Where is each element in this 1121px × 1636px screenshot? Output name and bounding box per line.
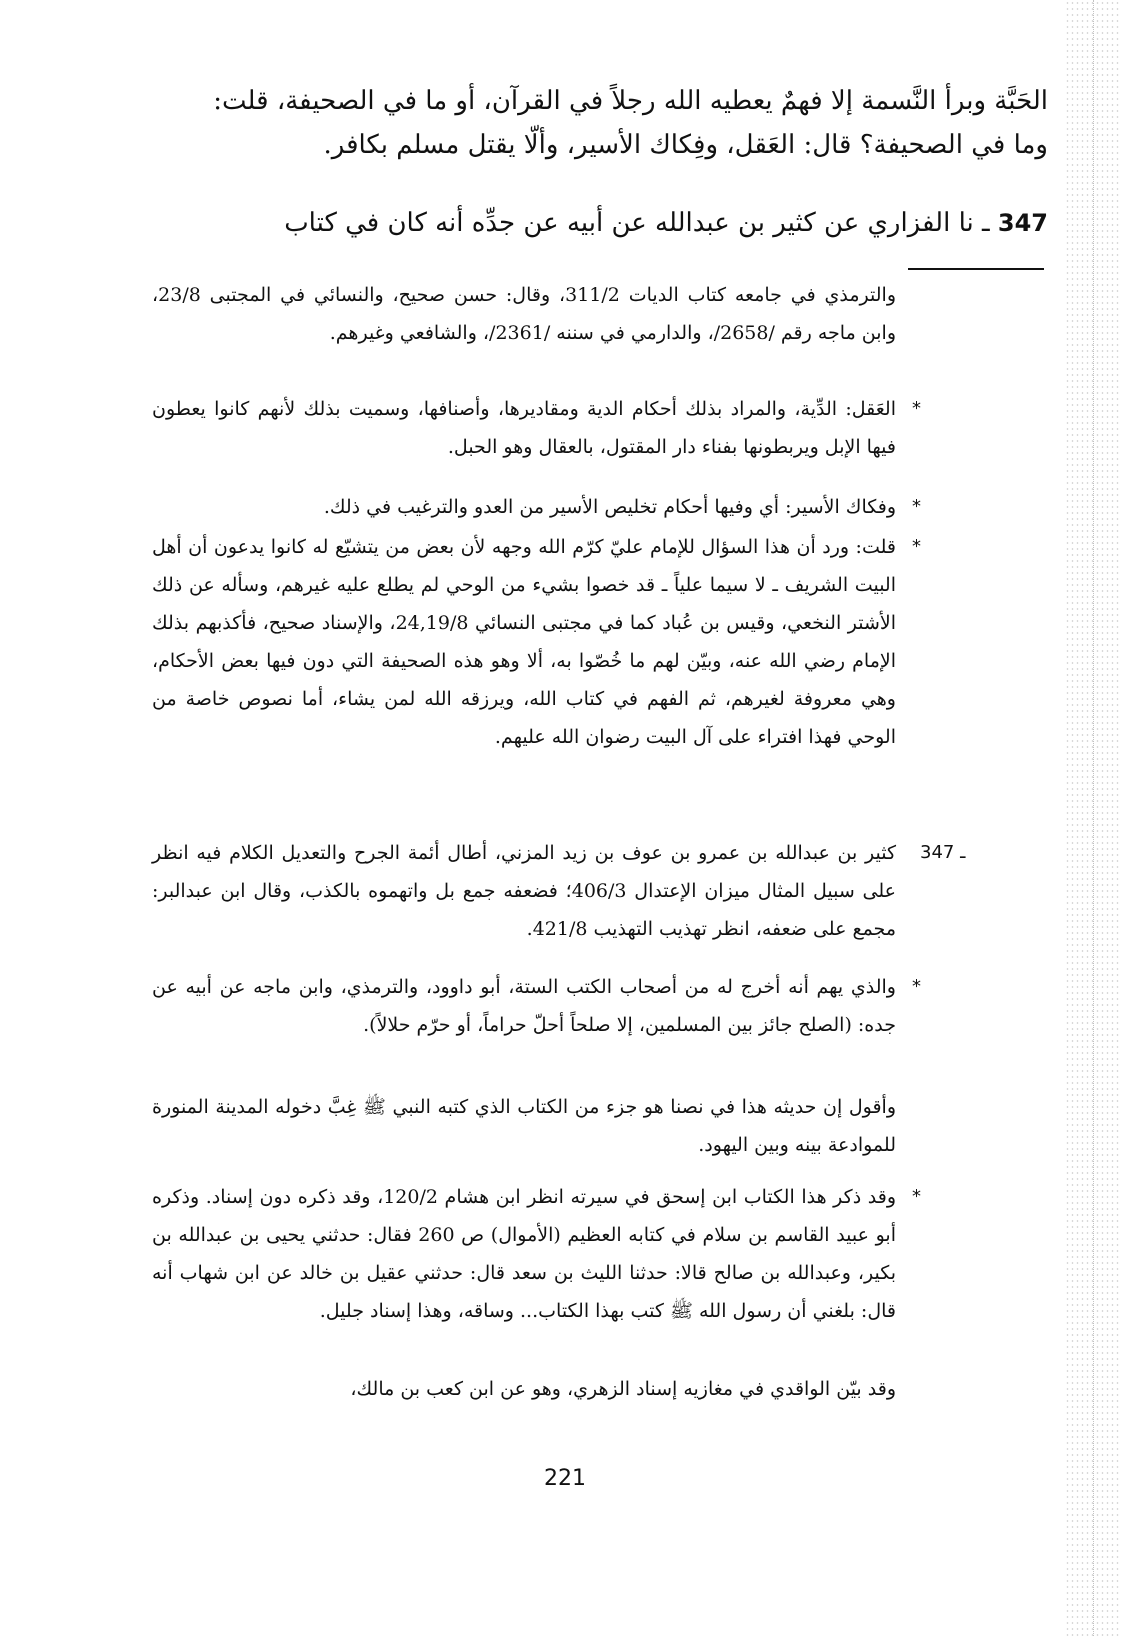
scan-edge-line <box>1093 0 1097 1636</box>
footnote-paragraph-2: العَقل: الدِّية، والمراد بذلك أحكام الدية ومقاديرها، وأصنافها، وسميت بذلك لأنهم كانوا يعطون فيها الإبل ويربطونها بفناء دار المقتول، بالعقال وهو الحبل. <box>152 398 896 458</box>
footnote-paragraph-7: وأقول إن حديثه هذا في نصنا هو جزء من الكتاب الذي كتبه النبي ﷺ غِبَّ دخوله المدينة المنورة للموادعة بينه وبين اليهود. <box>152 1096 896 1156</box>
hadith-text: ـ نا الفزاري عن كثير بن عبدالله عن أبيه عن جدِّه أنه كان في كتاب <box>284 208 990 238</box>
bullet-marker: * <box>912 496 921 517</box>
footnote-paragraph-9: وقد بيّن الواقدي في مغازيه إسناد الزهري، وهو عن ابن كعب بن مالك، <box>350 1378 896 1400</box>
footnote-paragraph-6: والذي يهم أنه أخرج له من أصحاب الكتب الستة، أبو داوود، والترمذي، وابن ماجه عن أبيه عن جده: (الصلح جائز بين المسلمين، إلا صلحاً أحلّ حراماً، أو حرّم حلالاً). <box>152 976 896 1036</box>
footnote-paragraph-3: وفكاك الأسير: أي وفيها أحكام تخليص الأسير من العدو والترغيب في ذلك. <box>323 496 896 518</box>
footnote-paragraph-5: كثير بن عبدالله بن عمرو بن عوف بن زيد المزني، أطال أئمة الجرح والتعديل الكلام فيه انظر على سبيل المثال ميزان الإعتدال 406/3؛ فضعفه جمع بل واتهموه بالكذب، وقال ابن عبدالبر: مجمع على ضعفه، انظر تهذيب التهذيب 421/8. <box>152 842 897 940</box>
bullet-marker: * <box>912 536 921 557</box>
bullet-marker: * <box>912 976 921 997</box>
main-text-line-1: الحَبَّة وبرأ النَّسمة إلا فهمٌ يعطيه الله رجلاً في القرآن، أو ما في الصحيفة، قلت: <box>213 86 1048 116</box>
hadith-347-line <box>168 202 1048 245</box>
main-text-line-2: وما في الصحيفة؟ قال: العَقل، وفِكاك الأسير، وألّا يقتل مسلم بكافر. <box>323 130 1048 160</box>
page-number: 221 <box>544 1466 586 1491</box>
bullet-marker: * <box>912 1186 921 1207</box>
footnote-paragraph-4: قلت: ورد أن هذا السؤال للإمام عليّ كرّم الله وجهه لأن بعض من يتشيّع له كانوا يدعون أن أهل البيت الشريف ـ لا سيما علياً ـ قد خصوا بشيء من الوحي لم يطلع عليه غيرهم، وسأله عن ذلك الأشتر النخعي، وقيس بن عُباد كما في مجتبى النسائي 24,19/8، والإسناد صحيح، فأكذبهم بذلك الإمام رضي الله عنه، وبيّن لهم ما خُصّوا به، ألا وهو هذه الصحيفة التي دون فيها بعض الأحكام، وهي معروفة لغيرهم، ثم الفهم في كتاب الله، ويرزقه الله لمن يشاء، أما نصوص خاصة من الوحي فهذا افتراء على آل البيت رضوان الله عليهم. <box>152 536 897 748</box>
footnote-separator <box>908 268 1044 270</box>
hadith-number: 347 <box>997 209 1048 237</box>
bullet-marker: * <box>912 398 921 419</box>
footnote-paragraph-8: وقد ذكر هذا الكتاب ابن إسحق في سيرته انظر ابن هشام 120/2، وقد ذكره دون إسناد. وذكره أبو عبيد القاسم بن سلام في كتابه العظيم (الأموال) ص 260 فقال: حدثني يحيى بن عبدالله بن بكير، وعبدالله بن صالح قالا: حدثنا الليث بن سعد قال: حدثني عقيل بن خالد عن ابن شهاب أنه قال: بلغني أن رسول الله ﷺ كتب بهذا الكتاب... وساقه، وهذا إسناد جليل. <box>152 1186 896 1322</box>
footnote-paragraph-1: والترمذي في جامعه كتاب الديات 311/2، وقال: حسن صحيح، والنسائي في المجتبى 23/8، وابن ماجه رقم /2658/، والدارمي في سننه /2361/، والشافعي وغيرهم. <box>152 284 896 344</box>
footnote-number-347: 347 ـ <box>920 842 966 863</box>
